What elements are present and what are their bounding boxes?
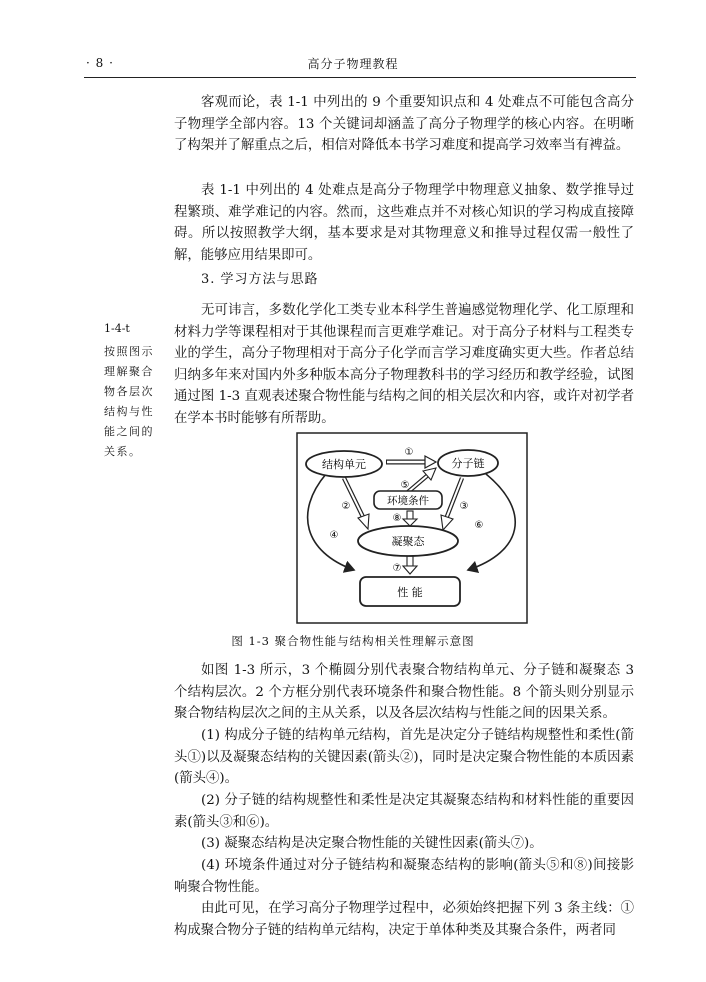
paragraph-3: 无可讳言，多数化学化工类专业本科学生普遍感觉物理化学、化工原理和材料力学等课程相对于其他课程而言更难学难记。对于高分子材料与工程类专业的学生，高分子物理相对于高分子化学而言学习难度确实更大些。作者总结归纳多年来对国内外多种版本高分子物理教科书的学习经历和教学经验，试图通过图 1-3 直观表述聚合物性能与结构之间的相关层次和内容，或许对初学者在学本书时能够有所帮助。 — [174, 303, 634, 426]
arrow-label-1: ① — [404, 447, 414, 458]
arrow-label-8: ⑧ — [392, 513, 402, 524]
arrow-label-3: ③ — [459, 501, 469, 512]
margin-note-text: 按照图示理解聚合物各层次结构与性能之间的关系。 — [104, 345, 154, 458]
list-item-3: (3) 凝聚态结构是决定聚合物性能的关键性因素(箭头⑦)。 — [201, 836, 543, 851]
arrow-label-5: ⑤ — [400, 480, 410, 491]
list-item-2: (2) 分子链的结构规整性和柔性是决定其凝聚态结构和材料性能的重要因素(箭头③和⑥)。 — [174, 793, 634, 830]
arrow-label-2: ② — [341, 501, 351, 512]
arrow-label-6: ⑥ — [474, 520, 484, 531]
paragraph-2: 表 1-1 中列出的 4 处难点是高分子物理学中物理意义抽象、数学推导过程繁琐、难学难记的内容。然而，这些难点并不对核心知识的学习构成直接障碍。所以按照教学大纲，基本要求是对其物理意义和推导过程仅需一般性了解，能够应用结果即可。 — [174, 183, 634, 263]
arrow-label-4: ④ — [329, 530, 339, 541]
node-label-chain: 分子链 — [451, 457, 485, 470]
paragraph-4: 如图 1-3 所示，3 个椭圆分别代表聚合物结构单元、分子链和凝聚态 3 个结构层次。2 个方框分别代表环境条件和聚合物性能。8 个箭头则分别显示聚合物结构层次之间的主从关系，以及各层次结构与性能之间的因果关系。 — [174, 663, 634, 722]
paragraph-1: 客观而论，表 1-1 中列出的 9 个重要知识点和 4 处难点不可能包含高分子物理学全部内容。13 个关键词却涵盖了高分子物理学的核心内容。在明晰了构架并了解重点之后，相信对降低本书学习难度和提高学习效率当有裨益。 — [174, 95, 634, 154]
header-rule — [84, 77, 636, 78]
section-heading: 3. 学习方法与思路 — [201, 272, 319, 287]
arrow-label-7: ⑦ — [392, 563, 402, 574]
running-header-title: 高分子物理教程 — [307, 57, 399, 71]
list-item-1: (1) 构成分子链的结构单元结构，首先是决定分子链结构规整性和柔性(箭头①)以及凝聚态结构的关键因素(箭头②)，同时是决定聚合物性能的本质因素(箭头④)。 — [174, 728, 634, 787]
node-label-env: 环境条件 — [387, 495, 429, 507]
paragraph-5: 由此可见，在学习高分子物理学过程中，必须始终把握下列 3 条主线：①构成聚合物分子链的结构单元结构，决定于单体种类及其聚合条件，两者同 — [174, 901, 634, 938]
figure-1-3-diagram — [296, 432, 528, 624]
node-label-aggregate: 凝聚态 — [391, 535, 425, 548]
list-item-4: (4) 环境条件通过对分子链结构和凝聚态结构的影响(箭头⑤和⑧)间接影响聚合物性能。 — [174, 858, 634, 895]
node-label-property: 性 能 — [397, 586, 423, 599]
margin-note-id: 1-4-t — [104, 322, 130, 335]
figure-caption: 图 1-3 聚合物性能与结构相关性理解示意图 — [231, 634, 475, 648]
page-number: · 8 · — [86, 56, 114, 70]
node-label-unit: 结构单元 — [322, 458, 366, 471]
